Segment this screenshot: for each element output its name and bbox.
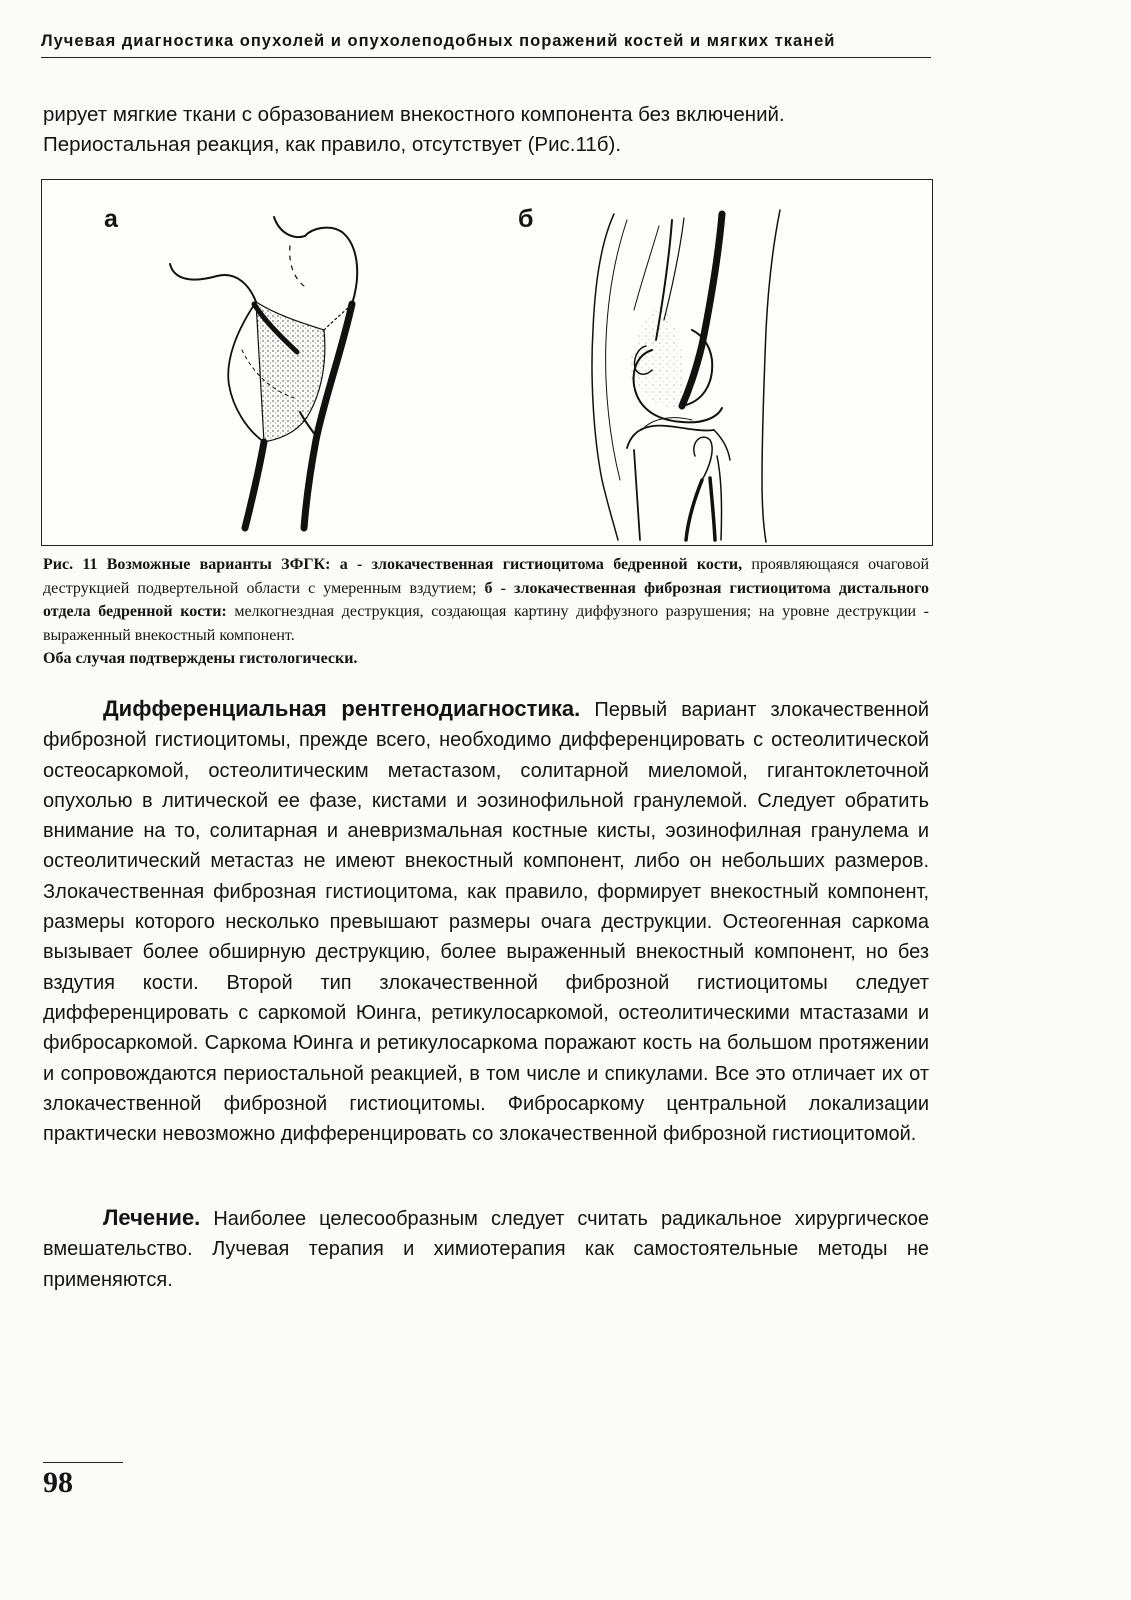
caption-figure-label: Рис. 11 Возможные варианты ЗФГК: а - злокачественная гистиоцитома бедренной кости, xyxy=(43,556,743,573)
panel-label-a: а xyxy=(104,205,118,233)
footer-rule xyxy=(43,1462,123,1463)
caption-confirmation: Оба случая подтверждены гистологически. xyxy=(43,650,358,667)
page-number: 98 xyxy=(43,1466,73,1499)
paragraph-treatment xyxy=(43,1203,929,1295)
caption-label-b: б - злокачественная фиброзная гистиоцитома дистального отдела бедренной кости: xyxy=(43,579,930,620)
figure-frame xyxy=(41,179,933,546)
caption-text-b: мелкогнездная деструкция, создающая картину диффузного разрушения; на уровне деструкции - выраженный внекостный компонент. xyxy=(43,603,929,644)
heading-treatment: Лечение. xyxy=(103,1205,201,1230)
intro-line-2: Периостальная реакция, как правило, отсутствует (Рис.11б). xyxy=(43,133,622,156)
heading-differential-diagnosis: Дифференциальная рентгенодиагностика. xyxy=(103,696,581,721)
paragraph-differential-diagnosis xyxy=(43,694,929,1149)
illustration-knee-b xyxy=(592,210,780,542)
header-rule xyxy=(41,57,931,58)
caption-text-a: проявляющаяся очаговой деструкцией подвертельной области с умеренным вздутием; xyxy=(43,556,930,597)
differential-diagnosis-text: Первый вариант злокачественной фиброзной гистиоцитомы, прежде всего, необходимо дифференцировать с остеолитической остеосаркомой, остеолитическим метастазом, солитарной миеломой, гигантоклеточной опухолью в литической ее фазе, кистами и эозинофильной гранулемой. Следует обратить внимание на то, солитарная и аневризмальная костные кисты, эозинофилная гранулема и остеолитический метастаз не имеют внекостный компонент, либо он небольших размеров. Злокачественная фиброзная гистиоцитома, как правило, формирует внекостный компонент, размеры которого несколько превышают размеры очага деструкции. Остеогенная саркома вызывает более обширную деструкцию, более выраженный внекостный компонент, но без вздутия кости. Второй тип злокачественной фиброзной гистиоцитомы следует дифференцировать с саркомой Юинга, ретикулосаркомой, остеолитическими мтастазами и фибросаркомой. Саркома Юинга и ретикулосаркома поражают кость на большом протяжении и сопровождаются периостальной реакцией, в том числе и спикулами. Все это отличает их от злокачественной фиброзной гистиоцитомы. Фибросаркому центральной локализации практически невозможно дифференцировать со злокачественной фиброзной гистиоцитомой. xyxy=(43,699,930,1146)
panel-label-b: б xyxy=(518,205,534,233)
illustration-femur-a xyxy=(170,217,357,528)
figure-drawing xyxy=(42,180,931,544)
intro-line-1: рирует мягкие ткани с образованием внекостного компонента без включений. xyxy=(43,103,785,126)
figure-caption xyxy=(43,553,929,671)
running-title: Лучевая диагностика опухолей и опухолеподобных поражений костей и мягких тканей xyxy=(41,32,836,50)
treatment-text: Наиболее целесообразным следует считать радикальное хирургическое вмешательство. Лучевая терапия и химиотерапия как самостоятельные методы не применяются. xyxy=(43,1208,929,1291)
